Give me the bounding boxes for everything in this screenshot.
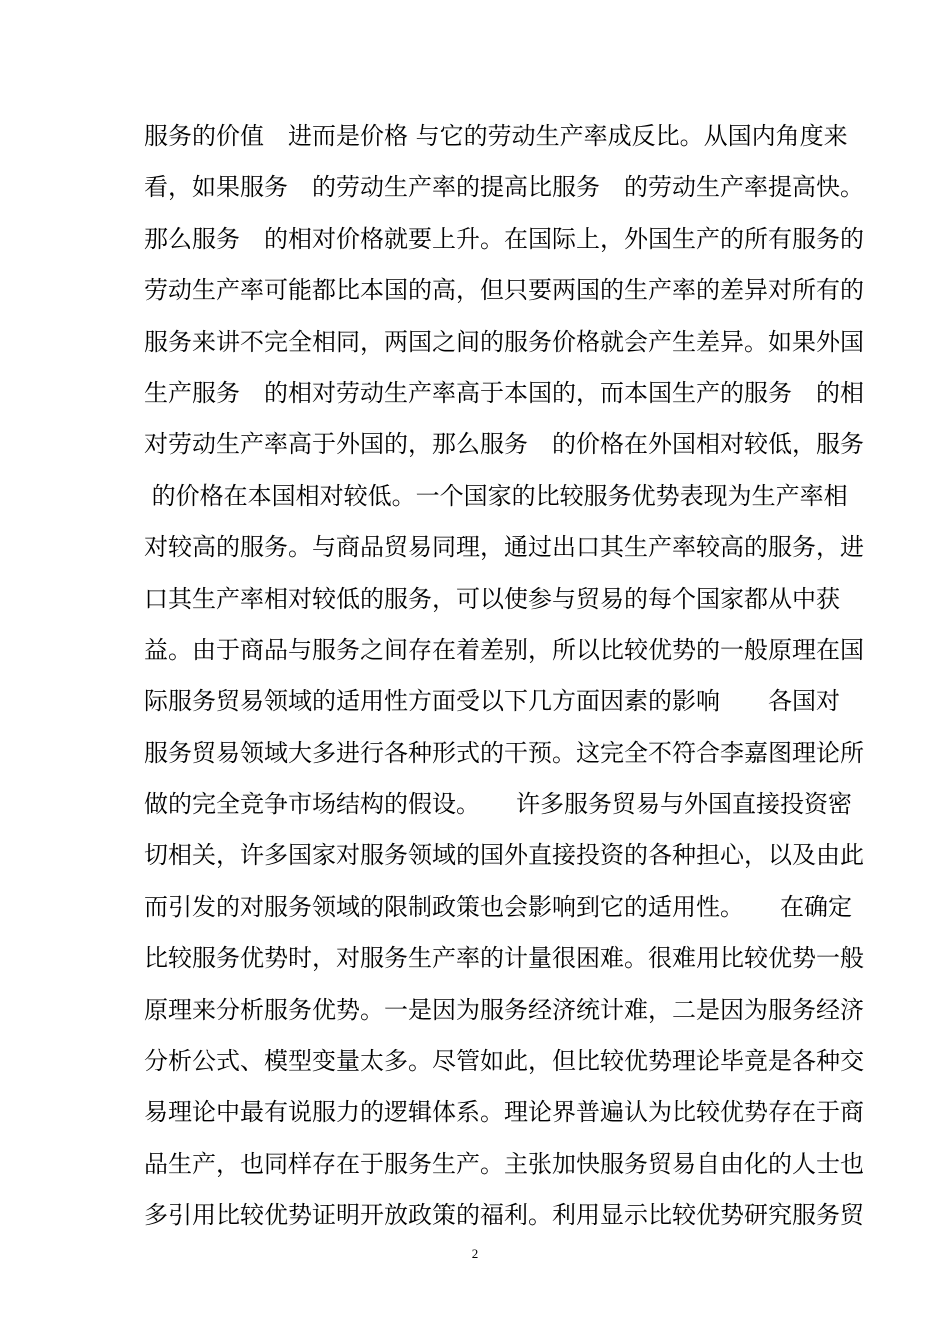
text-line: 做的完全竞争市场结构的假设。 许多服务贸易与外国直接投资密 <box>144 790 852 819</box>
text-line: 生产服务 的相对劳动生产率高于本国的，而本国生产的服务 的相 <box>144 378 864 407</box>
text-line: 劳动生产率可能都比本国的高，但只要两国的生产率的差异对所有的 <box>144 276 864 305</box>
text-line: 口其生产率相对较低的服务，可以使参与贸易的每个国家都从中获 <box>144 584 840 613</box>
text-line: 比较服务优势时，对服务生产率的计量很困难。很难用比较优势一般 <box>144 944 864 973</box>
text-line: 对劳动生产率高于外国的，那么服务 的价格在外国相对较低，服务 <box>144 430 864 459</box>
text-line: 而引发的对服务领域的限制政策也会影响到它的适用性。 在确定 <box>144 892 852 921</box>
text-line: 易理论中最有说服力的逻辑体系。理论界普遍认为比较优势存在于商 <box>144 1098 864 1127</box>
text-line: 际服务贸易领域的适用性方面受以下几方面因素的影响 各国对 <box>144 687 840 716</box>
body-text <box>144 113 864 1244</box>
text-line: 品生产，也同样存在于服务生产。主张加快服务贸易自由化的人士也 <box>144 1149 864 1178</box>
text-line: 对较高的服务。与商品贸易同理，通过出口其生产率较高的服务，进 <box>144 533 864 562</box>
text-line: 的价格在本国相对较低。一个国家的比较服务优势表现为生产率相 <box>144 481 848 510</box>
text-line: 益。由于商品与服务之间存在着差别，所以比较优势的一般原理在国 <box>144 635 864 664</box>
text-line: 服务来讲不完全相同，两国之间的服务价格就会产生差异。如果外国 <box>144 327 864 356</box>
text-line: 看，如果服务 的劳动生产率的提高比服务 的劳动生产率提高快。 <box>144 173 864 202</box>
text-line: 切相关，许多国家对服务领域的国外直接投资的各种担心，以及由此 <box>144 841 864 870</box>
text-line: 原理来分析服务优势。一是因为服务经济统计难，二是因为服务经济 <box>144 995 864 1024</box>
page-number: 2 <box>471 1246 479 1261</box>
text-line: 那么服务 的相对价格就要上升。在国际上，外国生产的所有服务的 <box>144 224 864 253</box>
text-line: 服务贸易领域大多进行各种形式的干预。这完全不符合李嘉图理论所 <box>144 738 864 767</box>
text-line: 多引用比较优势证明开放政策的福利。利用显示比较优势研究服务贸 <box>144 1201 864 1230</box>
text-line: 分析公式、模型变量太多。尽管如此，但比较优势理论毕竟是各种交 <box>144 1047 864 1076</box>
text-line: 服务的价值 进而是价格 与它的劳动生产率成反比。从国内角度来 <box>144 122 848 150</box>
